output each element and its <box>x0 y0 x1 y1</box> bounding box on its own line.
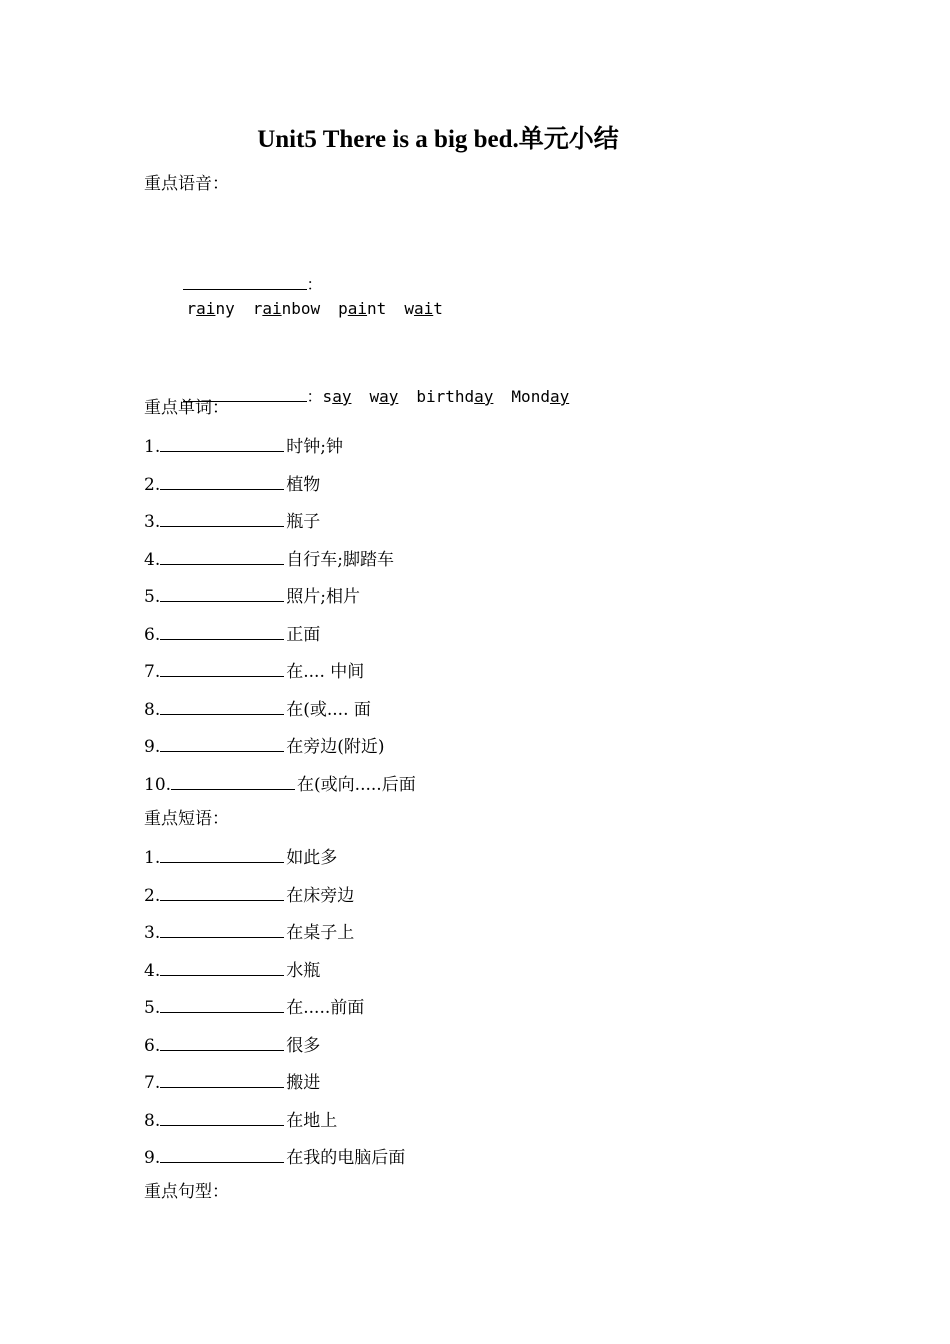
phonics-word-list <box>323 387 570 406</box>
item-number: 1. <box>144 848 161 868</box>
phrase-item <box>144 1032 320 1058</box>
item-number: 6. <box>144 624 161 645</box>
phrases-heading: 重点短语： <box>144 809 229 829</box>
item-number: 4. <box>144 549 161 570</box>
phonics-word: say <box>322 387 352 406</box>
item-meaning: 水瓶 <box>286 960 321 981</box>
item-meaning: 在(或.... 面 <box>286 699 371 720</box>
item-meaning: 在.... 中间 <box>286 662 365 682</box>
answer-blank[interactable] <box>160 696 284 715</box>
word-item <box>144 696 371 722</box>
item-meaning: 在(或向.....后面 <box>297 774 416 795</box>
item-number: 9. <box>144 1148 161 1168</box>
answer-blank[interactable] <box>160 583 284 602</box>
separator: ： <box>306 387 323 406</box>
phonics-word: way <box>369 387 399 406</box>
item-meaning: 在床旁边 <box>286 885 355 906</box>
phonics-word: rainbow <box>252 299 321 318</box>
answer-blank[interactable] <box>160 882 284 901</box>
separator: ： <box>306 275 323 294</box>
sentences-heading: 重点句型： <box>144 1182 229 1202</box>
phonics-word: birthday <box>416 387 494 406</box>
item-number: 6. <box>144 1035 161 1056</box>
words-heading: 重点单词： <box>144 398 229 418</box>
phonics-row-ai <box>144 247 443 345</box>
answer-blank[interactable] <box>171 771 295 790</box>
word-item <box>144 546 394 572</box>
answer-blank[interactable] <box>160 471 284 490</box>
item-meaning: 植物 <box>286 474 321 495</box>
item-meaning: 在我的电脑后面 <box>286 1148 406 1168</box>
highlighted-letters: ai <box>413 299 434 318</box>
item-meaning: 在旁边(附近) <box>286 737 385 757</box>
phonics-word-list <box>183 299 443 318</box>
answer-blank[interactable] <box>160 1107 284 1126</box>
item-number: 4. <box>144 960 161 981</box>
word-item <box>144 433 343 459</box>
word-item <box>144 583 360 609</box>
item-number: 7. <box>144 1073 161 1093</box>
answer-blank[interactable] <box>160 621 284 640</box>
answer-blank[interactable] <box>160 1069 284 1088</box>
phonics-word: rainy <box>186 299 235 318</box>
phonics-heading: 重点语音： <box>144 174 229 194</box>
phonics-word: wait <box>404 299 443 318</box>
answer-blank[interactable] <box>183 271 307 290</box>
item-meaning: 在地上 <box>286 1110 338 1131</box>
page-title: Unit5 There is a big bed.单元小结 <box>257 126 619 153</box>
item-number: 5. <box>144 998 161 1018</box>
item-meaning: 在.....前面 <box>286 998 365 1018</box>
item-meaning: 在桌子上 <box>286 923 355 943</box>
answer-blank[interactable] <box>160 508 284 527</box>
item-meaning: 正面 <box>286 624 321 645</box>
highlighted-letters: ay <box>332 387 352 406</box>
answer-blank[interactable] <box>160 433 284 452</box>
item-number: 3. <box>144 923 161 943</box>
item-meaning: 瓶子 <box>286 512 321 532</box>
word-item <box>144 621 320 647</box>
phrase-item <box>144 957 320 983</box>
answer-blank[interactable] <box>160 994 284 1013</box>
word-item <box>144 508 320 534</box>
item-meaning: 很多 <box>286 1035 321 1056</box>
word-item <box>144 658 364 684</box>
answer-blank[interactable] <box>160 1144 284 1163</box>
item-meaning: 照片;相片 <box>286 587 360 607</box>
phrase-item <box>144 994 364 1020</box>
item-number: 5. <box>144 587 161 607</box>
item-number: 10. <box>144 774 172 795</box>
answer-blank[interactable] <box>160 733 284 752</box>
phrase-item <box>144 1144 405 1170</box>
word-item <box>144 733 385 759</box>
highlighted-letters: ay <box>474 387 494 406</box>
answer-blank[interactable] <box>160 1032 284 1051</box>
item-number: 1. <box>144 437 161 457</box>
item-number: 8. <box>144 1110 161 1131</box>
highlighted-letters: ai <box>196 299 216 318</box>
highlighted-letters: ai <box>262 299 282 318</box>
answer-blank[interactable] <box>160 844 284 863</box>
phrase-item <box>144 882 354 908</box>
item-number: 8. <box>144 699 161 720</box>
word-item <box>144 471 320 497</box>
phrase-item <box>144 1069 320 1095</box>
item-number: 2. <box>144 474 161 495</box>
answer-blank[interactable] <box>160 658 284 677</box>
item-number: 2. <box>144 885 161 906</box>
item-meaning: 自行车;脚踏车 <box>286 549 394 570</box>
item-number: 3. <box>144 512 161 532</box>
phonics-word: paint <box>338 299 387 318</box>
answer-blank[interactable] <box>160 546 284 565</box>
phonics-word: Monday <box>511 387 570 406</box>
item-number: 7. <box>144 662 161 682</box>
item-meaning: 如此多 <box>286 848 338 868</box>
highlighted-letters: ay <box>549 387 570 406</box>
phrase-item <box>144 1107 337 1133</box>
phrase-item <box>144 919 354 945</box>
item-meaning: 时钟;钟 <box>286 437 343 457</box>
answer-blank[interactable] <box>160 919 284 938</box>
answer-blank[interactable] <box>160 957 284 976</box>
highlighted-letters: ay <box>379 387 399 406</box>
phrase-item <box>144 844 337 870</box>
highlighted-letters: ai <box>347 299 368 318</box>
item-meaning: 搬进 <box>286 1073 321 1093</box>
item-number: 9. <box>144 737 161 757</box>
word-item <box>144 771 416 797</box>
